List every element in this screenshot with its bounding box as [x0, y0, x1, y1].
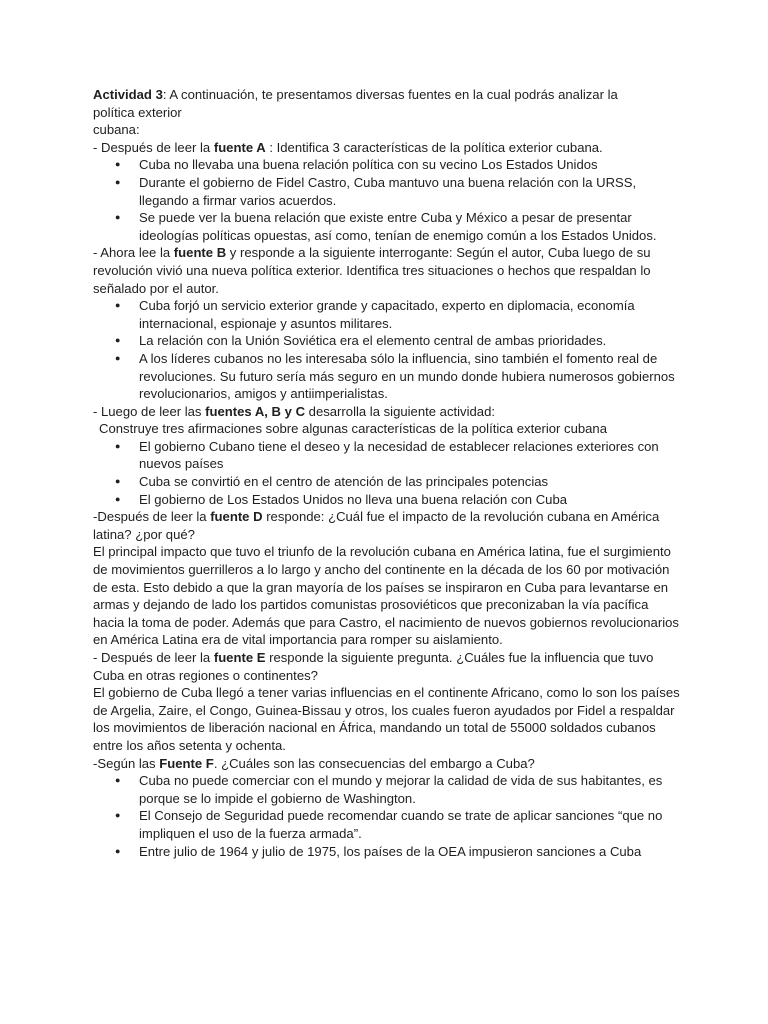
- question-text: : Identifica 3 características de la política exterior cubana.: [265, 139, 603, 155]
- source-name: fuente B: [173, 245, 227, 261]
- question-prefix: -Después de leer la: [93, 509, 211, 525]
- question-text: responde: ¿Cuál fue el impacto de la revolución cubana en América latina? ¿por qué?: [93, 509, 660, 542]
- answer-list-abc: [93, 438, 683, 508]
- list-item: ● La relación con la Unión Soviética era el elemento central de ambas prioridades.: [93, 332, 683, 350]
- intro-line-3: cubana:: [93, 122, 140, 138]
- source-name: fuente D: [210, 509, 263, 525]
- answer-paragraph-e: El gobierno de Cuba llegó a tener varias influencias en el continente Africano, como lo son los países de Argelia, Zaire, el Congo, Guinea-Bissau y otros, los cuales fueron ayudados por Fidel a respaldar los movimientos de liberación nacional en África, mandando un total de 55000 soldados cubanos entre los años setenta y ochenta.: [93, 685, 680, 753]
- list-item: ● Durante el gobierno de Fidel Castro, Cuba mantuvo una buena relación con la URSS, llegando a firmar varios acuerdos.: [93, 174, 683, 209]
- question-prefix: - Después de leer la: [93, 650, 214, 665]
- list-item: ● Cuba no puede comerciar con el mundo y mejorar la calidad de vida de sus habitantes, es porque se lo impide el gobierno de Washington.: [93, 772, 683, 807]
- question-fuente-f: [93, 755, 683, 773]
- question-fuente-b: [93, 244, 683, 297]
- intro-text: : A continuación, te presentamos diversas fuentes en la cual podrás analizar la: [162, 87, 618, 102]
- question-fuentes-abc: [93, 403, 683, 421]
- activity-title: Actividad 3: [93, 87, 163, 102]
- question-text: responde la siguiente pregunta. ¿Cuáles fue la influencia que tuvo Cuba en otras regiones o continentes?: [93, 650, 654, 683]
- answer-list-f: [93, 772, 683, 860]
- list-item: ● Se puede ver la buena relación que existe entre Cuba y México a pesar de presentar ideologías políticas opuestas, así como, tenían de enemigo común a los Estados Unidos.: [93, 209, 683, 244]
- list-item: ● Entre julio de 1964 y julio de 1975, los países de la OEA impusieron sanciones a Cuba: [93, 843, 683, 861]
- list-item: ● Cuba se convirtió en el centro de atención de las principales potencias: [93, 473, 683, 491]
- list-item: ● Cuba no llevaba una buena relación política con su vecino Los Estados Unidos: [93, 156, 683, 174]
- question-prefix: - Después de leer la: [93, 139, 214, 155]
- answer-paragraph-d: El principal impacto que tuvo el triunfo de la revolución cubana en América latina, fue el surgimiento de movimientos guerrilleros a lo largo y ancho del continente en la década de los 60 por motivación de esta. Esto debido a que la gran mayoría de los países se inspiraron en Cuba para levantarse en armas y dejando de lado los partidos comunistas prosoviéticos que preconizaban la vía pacífica hacia la toma de poder. Además que para Castro, el nacimiento de nuevos gobiernos revolucionarios en América Latina era de vital importancia para romper su aislamiento.: [93, 544, 679, 648]
- intro-line-2: política exterior: [93, 104, 182, 120]
- question-text: y responde a la siguiente interrogante: Según el autor, Cuba luego de su revolución vivió una nueva política exterior. Identifica tres situaciones o hechos que respaldan lo señalado por el autor.: [93, 245, 651, 296]
- activity-intro: [93, 86, 683, 104]
- question-fuente-e: [93, 649, 683, 684]
- question-prefix: - Ahora lee la: [93, 245, 174, 261]
- question-fuente-d: [93, 508, 683, 543]
- list-item: ● El Consejo de Seguridad puede recomendar cuando se trate de aplicar sanciones “que no impliquen el uso de la fuerza armada”.: [93, 807, 683, 842]
- list-item: ● El gobierno Cubano tiene el deseo y la necesidad de establecer relaciones exteriores con nuevos países: [93, 438, 683, 473]
- list-item: ● El gobierno de Los Estados Unidos no lleva una buena relación con Cuba: [93, 491, 683, 509]
- source-name: fuentes A, B y C: [205, 403, 306, 419]
- question-text: . ¿Cuáles son las consecuencias del embargo a Cuba?: [213, 755, 535, 771]
- question-fuente-a: [93, 139, 683, 157]
- source-name: Fuente F: [159, 755, 214, 771]
- question-prefix: - Luego de leer las: [93, 403, 206, 419]
- document-body: [93, 86, 683, 860]
- task-subline: Construye tres afirmaciones sobre algunas características de la política exterior cubana: [99, 421, 607, 437]
- answer-list-b: [93, 297, 683, 403]
- question-prefix: -Según las: [93, 755, 160, 771]
- question-text: desarrolla la siguiente actividad:: [305, 403, 495, 419]
- list-item: ● A los líderes cubanos no les interesaba sólo la influencia, sino también el fomento real de revoluciones. Su futuro sería más seguro en un mundo donde hubiera numerosos gobiernos revolucionarios, amigos y antiimperialistas.: [93, 350, 683, 403]
- answer-list-a: [93, 156, 683, 244]
- source-name: fuente E: [213, 650, 266, 665]
- list-item: ● Cuba forjó un servicio exterior grande y capacitado, experto en diplomacia, economía internacional, espionaje y asuntos militares.: [93, 297, 683, 332]
- source-name: fuente A: [213, 139, 266, 155]
